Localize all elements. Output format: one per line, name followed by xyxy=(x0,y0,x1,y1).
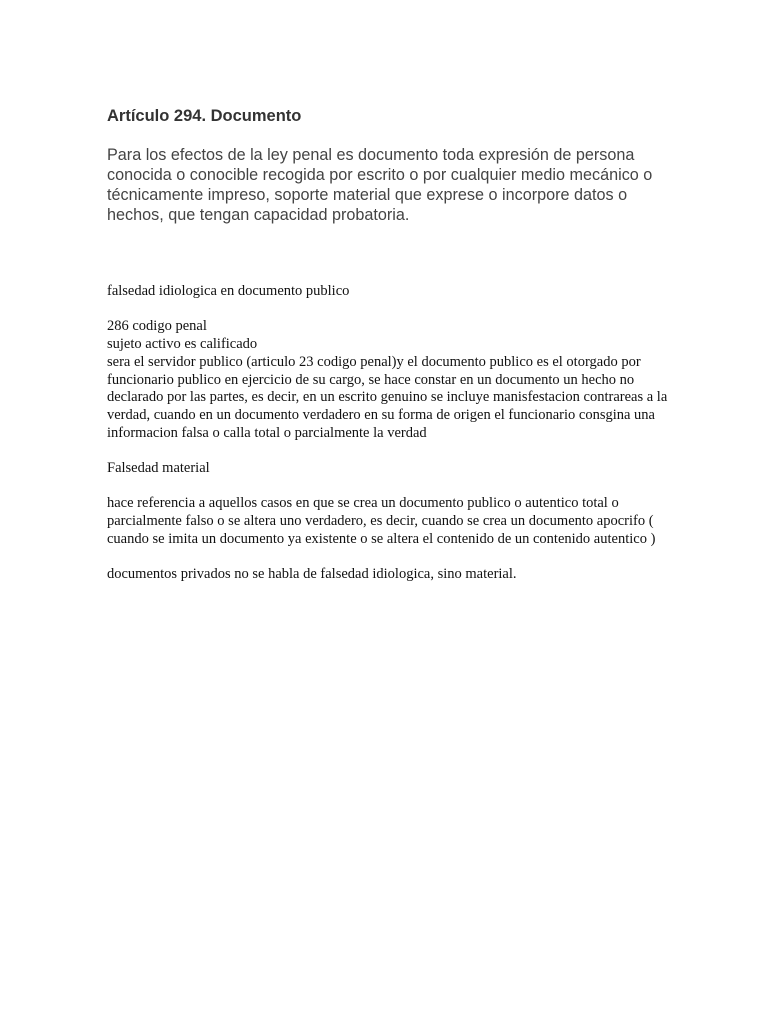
ideologica-paragraph: sera el servidor publico (articulo 23 codigo penal)y el documento publico es el otorgado por funcionario publico en ejercicio de su cargo, se hace constar en un documento un hecho no declarado por las partes, es decir, en un escrito genuino se incluye manisfestacion contrareas a la verdad, cuando en un documento verdadero en su forma de origen el funcionario consgina una informacion falsa o calla total o parcialmente la verdad xyxy=(107,353,668,441)
article-title: Artículo 294. Documento xyxy=(107,107,302,125)
material-paragraph: hace referencia a aquellos casos en que se crea un documento publico o autentico total o parcialmente falso o se altera uno verdadero, es decir, cuando se crea un documento apocrifo ( cuando se imita un documento ya existente o se altera el contenido de un contenido autentico ) xyxy=(107,495,656,547)
spacer xyxy=(107,478,677,496)
article-body: Para los efectos de la ley penal es documento toda expresión de persona conocida o conocible recogida por escrito o por cualquier medio mecánico o técnicamente impreso, soporte material que exprese o incorpore datos o hechos, que tengan capacidad probatoria. xyxy=(107,146,653,224)
heading-falsedad-ideologica: falsedad idiologica en documento publico xyxy=(107,283,350,299)
spacer xyxy=(107,301,677,319)
spacer xyxy=(107,442,677,460)
notes-section xyxy=(107,283,677,584)
private-docs-line: documentos privados no se habla de falsedad idiologica, sino material. xyxy=(107,566,517,583)
spacer xyxy=(107,549,677,567)
subject-line: sujeto activo es calificado xyxy=(107,336,258,353)
document-page xyxy=(107,105,677,584)
code-reference: 286 codigo penal xyxy=(107,318,207,335)
heading-falsedad-material: Falsedad material xyxy=(107,460,210,476)
